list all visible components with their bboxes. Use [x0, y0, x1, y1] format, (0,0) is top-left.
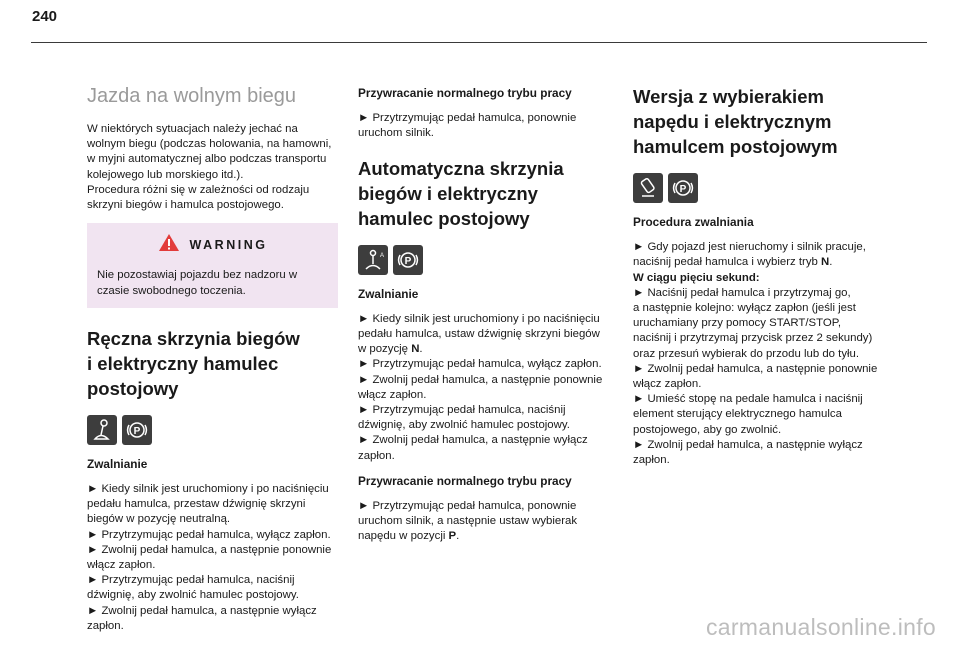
restore-paragraph [358, 499, 613, 545]
step-line: oraz przesuń wybierak do przodu lub do tyłu. [633, 347, 860, 360]
warning-title: WARNING [189, 237, 268, 252]
step-line: ► Kiedy silnik jest uruchomiony i po naciśnięciu [87, 483, 329, 496]
svg-text:P: P [133, 425, 141, 437]
subheading-restore: Przywracanie normalnego trybu pracy [358, 473, 572, 488]
warning-text: Nie pozostawiaj pojazdu bez nadzoru w [97, 269, 298, 282]
step-line: ► Przytrzymując pedał hamulca, ponownie [358, 112, 577, 125]
parking-brake-icon [668, 173, 698, 203]
drive-selector-icon [633, 173, 663, 203]
parking-brake-icon [393, 245, 423, 275]
step-text: napędu w pozycji [358, 530, 449, 543]
step-line: pedału hamulca, przestaw dźwignię skrzyni [87, 498, 306, 511]
intro-line: w myjni automatycznej albo podczas transportu [87, 153, 327, 166]
title-line: hamulec postojowy [358, 207, 530, 229]
warning-text: czasie swobodnego toczenia. [97, 284, 246, 297]
icon-row [87, 415, 342, 445]
svg-text:P: P [679, 184, 687, 195]
gear-lever-icon [87, 415, 117, 445]
warning-box [87, 223, 338, 308]
step-line: ► Zwolnij pedał hamulca, a następnie ponownie [358, 373, 603, 386]
step-line: biegów w pozycję neutralną. [87, 513, 231, 526]
step-line: ► Zwolnij pedał hamulca, a następnie wyłącz [358, 434, 588, 447]
watermark: carmanualsonline.info [705, 614, 936, 640]
step-line: ► Zwolnij pedał hamulca, a następnie wyłącz [633, 438, 863, 451]
title-line: hamulcem postojowym [633, 136, 838, 157]
step-line: ► Przytrzymując pedał hamulca, wyłącz zapłon. [358, 358, 602, 371]
top-divider [31, 42, 927, 43]
column-3 [633, 84, 893, 478]
step-text: naciśnij pedał hamulca i wybierz tryb [633, 256, 822, 269]
step-line: element sterujący elektrycznego hamulca [633, 408, 842, 421]
step-text: w pozycję [358, 343, 412, 356]
section-title-selector [633, 84, 893, 159]
time-limit-note: W ciągu pięciu sekund: [633, 271, 760, 284]
section-title-manual [87, 326, 342, 401]
step-line: włącz zapłon. [87, 559, 156, 572]
step-text: . [829, 256, 833, 269]
parking-brake-icon [122, 415, 152, 445]
steps-paragraph [358, 312, 613, 464]
steps-paragraph [633, 240, 893, 468]
step-line: zapłon. [87, 619, 124, 632]
step-line: naciśnij i przytrzymaj przycisk przez 2 sekundy) [633, 332, 873, 345]
mode-n: N [821, 256, 830, 269]
automatic-gear-icon [358, 245, 388, 275]
step-line: ► Naciśnij pedał hamulca i przytrzymaj go, [633, 286, 851, 299]
step-line: ► Zwolnij pedał hamulca, a następnie wyłącz [87, 604, 317, 617]
warning-triangle-icon [158, 233, 180, 257]
intro-line: kolejowego lub morskiego itd.). [87, 168, 244, 181]
step-line: zapłon. [358, 449, 395, 462]
restore-paragraph [358, 111, 613, 141]
step-line: włącz zapłon. [358, 388, 427, 401]
title-line: biegów i elektryczny [358, 182, 538, 204]
step-line: ► Umieść stopę na pedale hamulca i naciśnij [633, 393, 863, 406]
step-line: uruchamiany przy pomocy START/STOP, [633, 317, 842, 330]
svg-text:P: P [404, 255, 412, 267]
title-line: i elektryczny hamulec [87, 352, 279, 374]
step-text: . [456, 530, 460, 543]
step-line: uruchom silnik. [358, 127, 434, 140]
step-line: włącz zapłon. [633, 378, 702, 391]
page-number: 240 [32, 8, 58, 25]
title-line: Wersja z wybierakiem [633, 86, 824, 107]
step-line: a następnie kolejno: wyłącz zapłon (jeśli jest [633, 302, 856, 315]
step-text: . [419, 343, 423, 356]
step-line: ► Zwolnij pedał hamulca, a następnie ponownie [87, 543, 332, 556]
step-line: ► Zwolnij pedał hamulca, a następnie ponownie [633, 362, 878, 375]
steps-paragraph [87, 482, 342, 634]
step-line: uruchom silnik, a następnie ustaw wybierak [358, 515, 578, 528]
step-line: ► Przytrzymując pedał hamulca, wyłącz zapłon. [87, 528, 331, 541]
column-2 [358, 86, 613, 555]
section-title-automatic [358, 156, 613, 231]
subheading-procedure: Procedura zwalniania [633, 215, 754, 229]
step-line: ► Gdy pojazd jest nieruchomy i silnik pracuje, [633, 241, 866, 254]
title-line: napędu i elektrycznym [633, 111, 832, 132]
step-line: ► Przytrzymując pedał hamulca, ponownie [358, 500, 577, 513]
icon-row [633, 173, 893, 203]
svg-text:A: A [380, 252, 385, 259]
column-1 [87, 78, 342, 644]
intro-line: wolnym biegu (podczas holowania, na hamowni, [87, 138, 332, 151]
step-line: postojowego, aby go zwolnić. [633, 423, 782, 436]
step-line: ► Przytrzymując pedał hamulca, naciśnij [358, 404, 566, 417]
step-line [358, 342, 613, 357]
intro-paragraph [87, 122, 342, 213]
step-line [633, 255, 893, 270]
subheading-release: Zwalnianie [87, 456, 148, 471]
intro-line: skrzyni biegów i hamulca postojowego. [87, 199, 284, 212]
step-line: dźwignię, aby zwolnić hamulec postojowy. [87, 589, 299, 602]
step-line: dźwignię, aby zwolnić hamulec postojowy. [358, 419, 570, 432]
title-line: postojowy [87, 377, 179, 399]
step-line: ► Przytrzymując pedał hamulca, naciśnij [87, 574, 295, 587]
section-title-neutral: Jazda na wolnym biegu [87, 85, 297, 107]
intro-line: W niektórych sytuacjach należy jechać na [87, 123, 298, 135]
subheading-restore: Przywracanie normalnego trybu pracy [358, 86, 572, 100]
step-line: ► Kiedy silnik jest uruchomiony i po naciśnięciu [358, 312, 600, 325]
gear-position-n: N [411, 343, 420, 356]
gear-position-p: P [448, 530, 457, 543]
icon-row [358, 245, 613, 275]
intro-line: Procedura różni się w zależności od rodzaju [87, 183, 310, 196]
step-line: zapłon. [633, 454, 670, 467]
subheading-release: Zwalnianie [358, 286, 419, 301]
title-line: Automatyczna skrzynia [358, 157, 564, 179]
title-line: Ręczna skrzynia biegów [87, 327, 300, 349]
step-line [358, 529, 613, 544]
step-line: pedału hamulca, ustaw dźwignię skrzyni biegów [358, 328, 600, 341]
